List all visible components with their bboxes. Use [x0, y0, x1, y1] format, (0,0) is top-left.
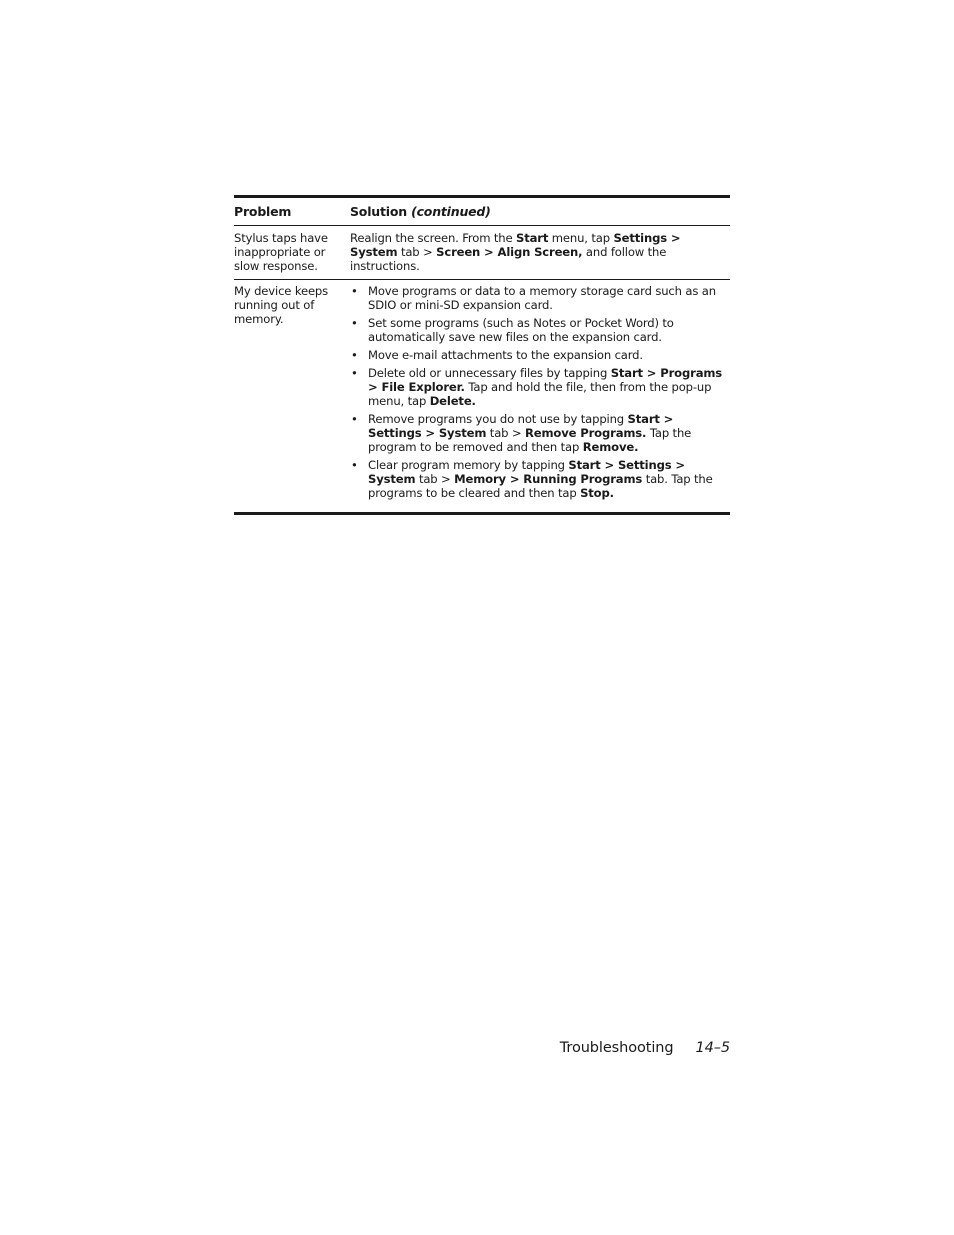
solution-text: Clear program memory by tapping — [368, 458, 569, 472]
solution-text: Move programs or data to a memory storage card such as an SDIO or mini-SD expansion card. — [368, 284, 716, 312]
solution-text: and follow the instructions. — [350, 245, 667, 273]
troubleshooting-table — [234, 195, 730, 515]
solution-text: Delete old or unnecessary files by tapping — [368, 366, 611, 380]
list-item — [350, 366, 730, 408]
bullet-icon: • — [351, 458, 358, 472]
column-header-problem: Problem — [234, 197, 350, 226]
menu-path: Remove. — [582, 440, 639, 454]
continued-label: (continued) — [411, 204, 491, 219]
page-footer — [560, 1040, 730, 1056]
list-item — [350, 316, 730, 344]
footer-section-title: Troubleshooting — [559, 1040, 674, 1056]
column-header-solution-label: Solution — [350, 204, 407, 219]
solution-text: Tap and hold the file, then from the pop-up menu, tap — [368, 380, 712, 408]
menu-path: Settings > System — [350, 231, 681, 259]
list-item — [350, 348, 730, 362]
solution-text: Set some programs (such as Notes or Pocket Word) to automatically save new files on the expansion card. — [368, 316, 674, 344]
menu-path: Start > Settings > System — [368, 412, 674, 440]
solution-text: tab > — [486, 426, 525, 440]
menu-path: Stop. — [580, 486, 614, 500]
table-row — [234, 226, 730, 280]
table-row — [234, 280, 730, 514]
list-item — [350, 412, 730, 454]
table-header-row — [234, 197, 730, 226]
solution-text: Remove programs you do not use by tapping — [368, 412, 628, 426]
menu-path: Screen > Align Screen, — [436, 245, 583, 259]
bullet-icon: • — [351, 348, 358, 362]
list-item — [350, 284, 730, 312]
list-item — [350, 458, 730, 500]
bullet-icon: • — [351, 316, 358, 330]
bullet-icon: • — [351, 412, 358, 426]
solution-cell — [350, 280, 730, 514]
problem-cell: My device keeps running out of memory. — [234, 284, 329, 326]
solution-cell — [350, 226, 730, 280]
menu-path: Start > Settings > System — [368, 458, 685, 486]
menu-path: Remove Programs. — [525, 426, 647, 440]
menu-path: Start — [516, 231, 549, 245]
column-header-solution — [350, 197, 730, 226]
bullet-icon: • — [351, 284, 358, 298]
solution-text: Move e-mail attachments to the expansion card. — [368, 348, 643, 362]
solution-text: Realign the screen. From the — [350, 231, 517, 245]
solution-text: tab > — [415, 472, 455, 486]
solution-text: tab. Tap the programs to be cleared and then tap — [368, 472, 713, 500]
menu-path: Memory > Running Programs — [454, 472, 643, 486]
page-number: 14–5 — [695, 1040, 730, 1056]
solution-bullet-list — [350, 284, 730, 500]
solution-text: Tap the program to be removed and then tap — [368, 426, 692, 454]
solution-text: menu, tap — [548, 231, 614, 245]
troubleshooting-table-wrapper — [234, 195, 730, 515]
menu-path: Delete. — [429, 394, 476, 408]
bullet-icon: • — [351, 366, 358, 380]
solution-text: tab > — [397, 245, 437, 259]
problem-cell: Stylus taps have inappropriate or slow response. — [234, 226, 350, 280]
menu-path: Start > Programs > File Explorer. — [368, 366, 723, 394]
